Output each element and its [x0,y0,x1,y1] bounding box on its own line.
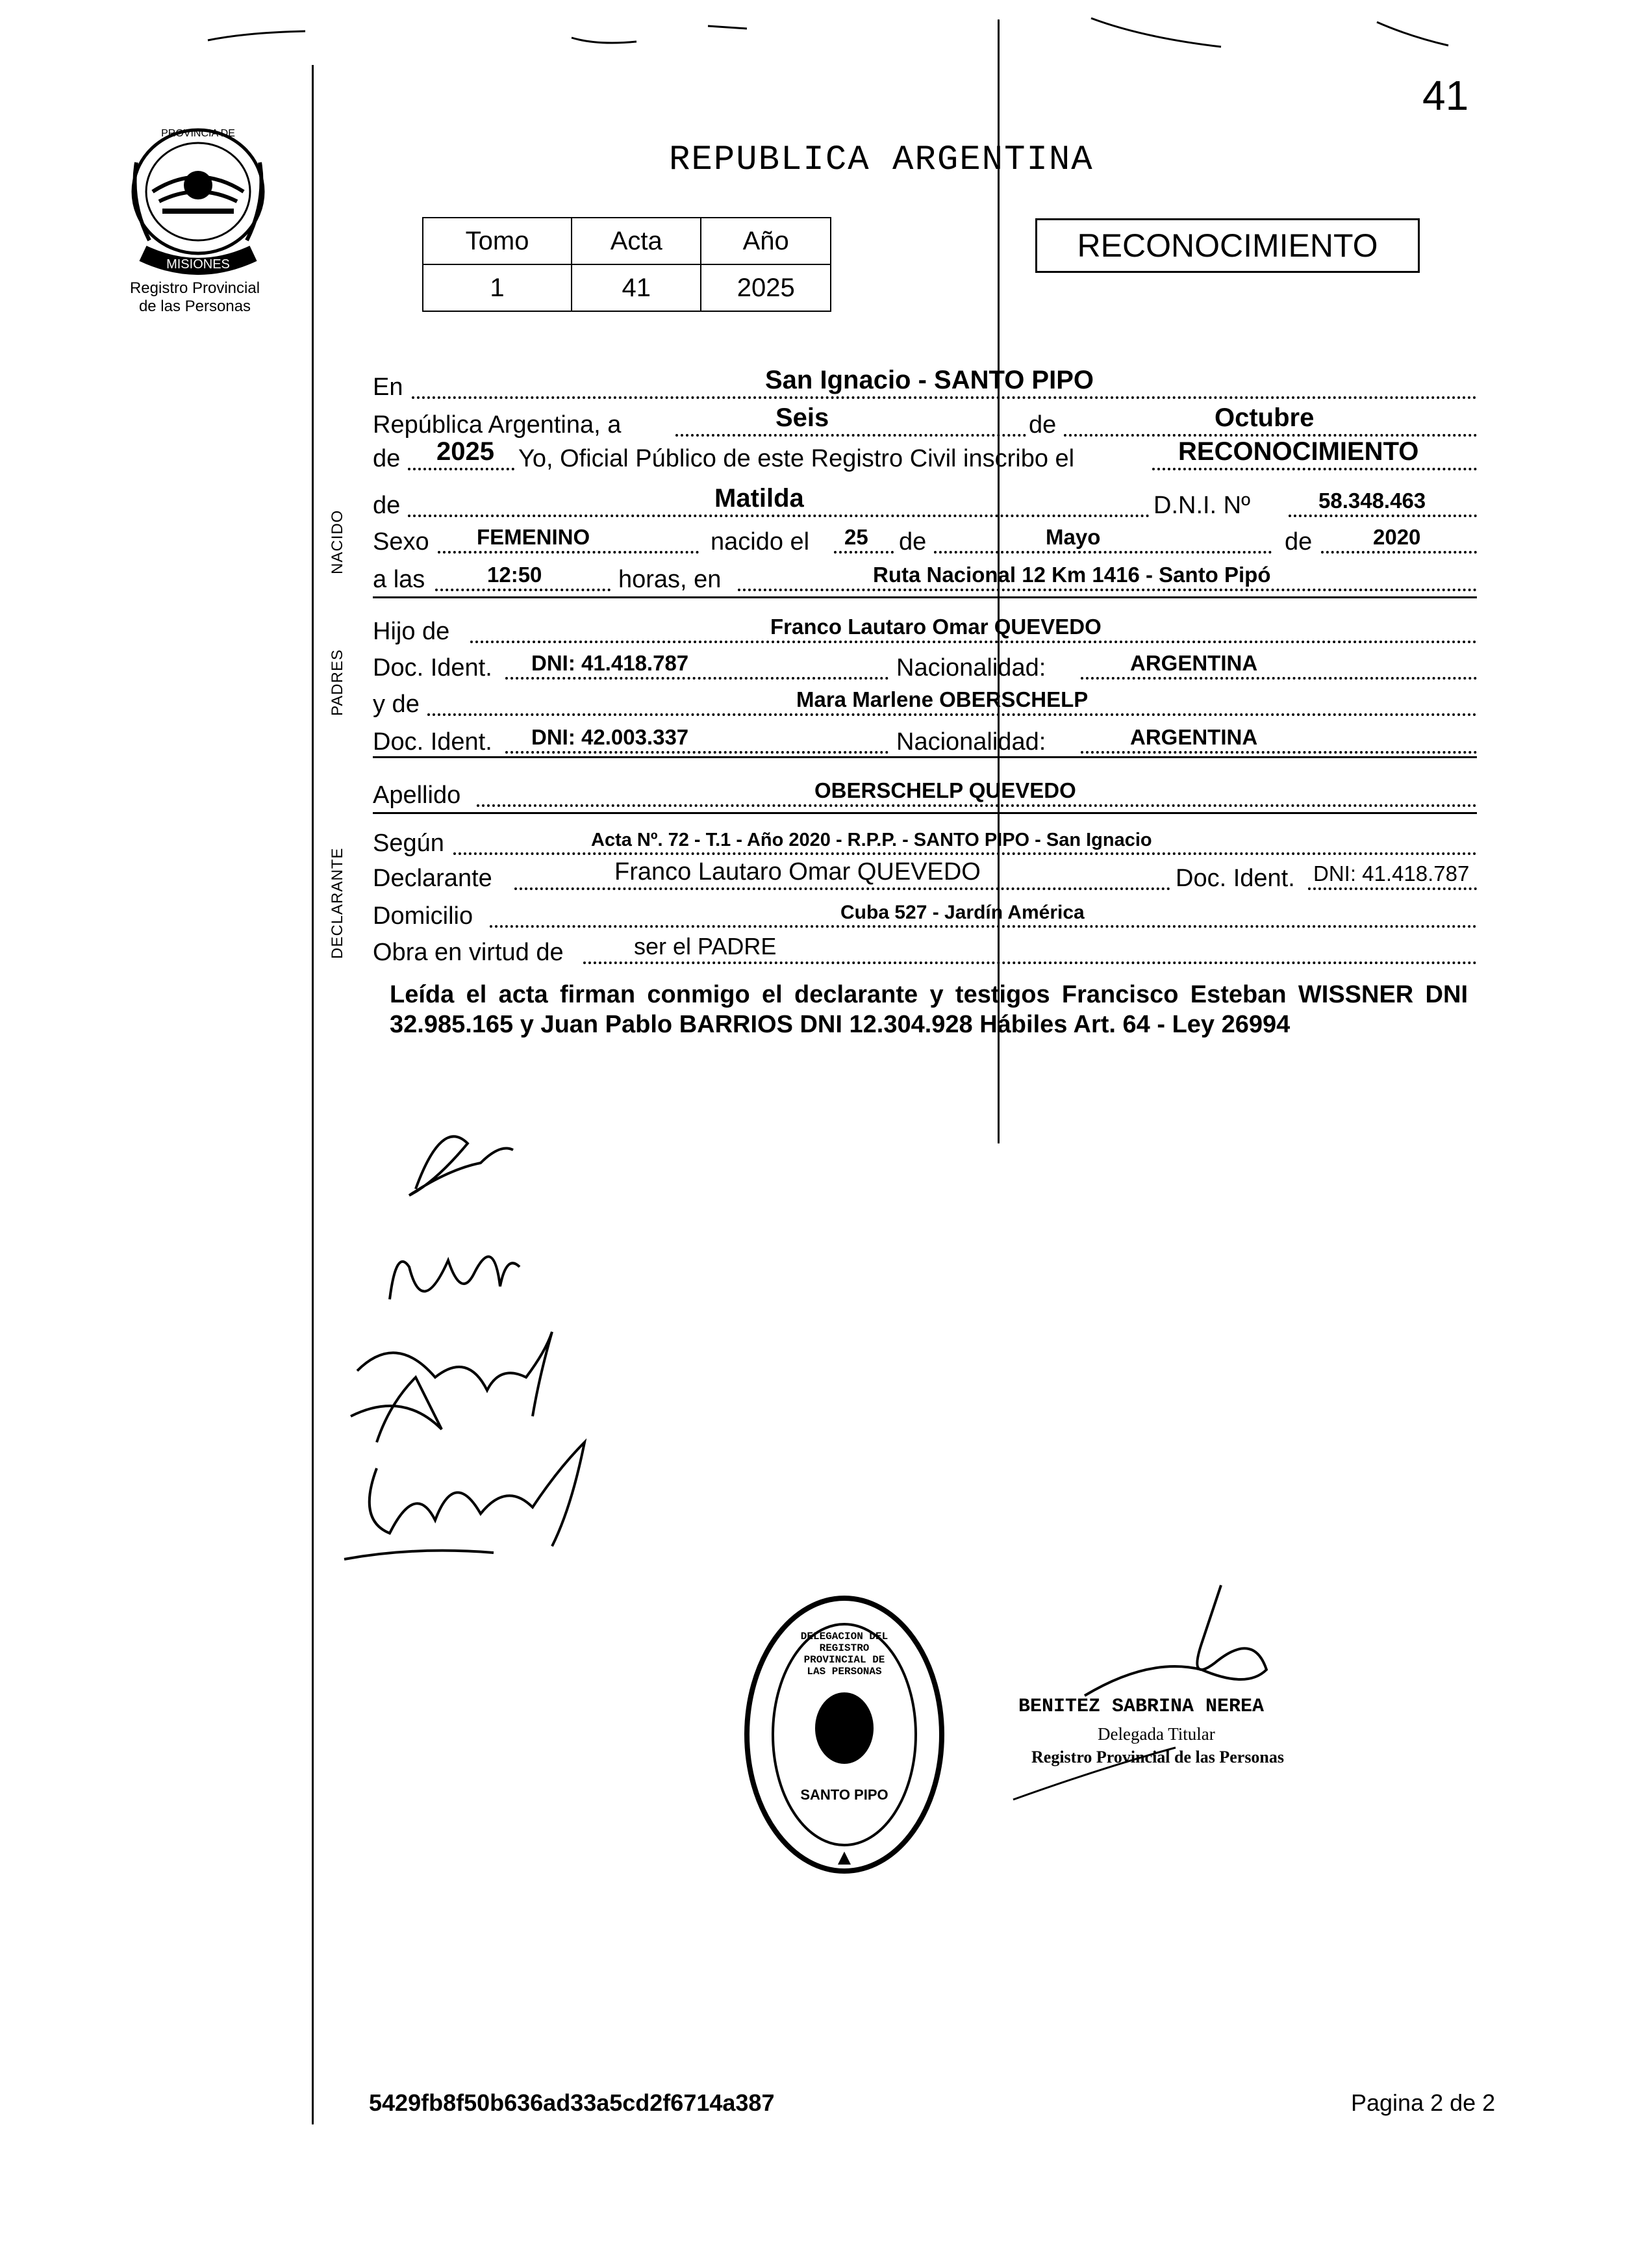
dots [427,713,1477,716]
document-hash: 5429fb8f50b636ad33a5cd2f6714a387 [369,2089,775,2116]
label-de-year: de [1285,528,1313,555]
dots [435,589,611,591]
dots [438,551,699,554]
value-anio: 2025 [436,437,494,466]
table-header-tomo: Tomo [423,218,572,264]
row-sexo [373,520,1477,559]
value-apellido: OBERSCHELP QUEVEDO [814,778,1076,802]
document-title: REPUBLICA ARGENTINA [669,140,1094,180]
dots [934,551,1272,554]
label-doc-ident: Doc. Ident. [1176,865,1295,892]
value-lugar-nac: Ruta Nacional 12 Km 1416 - Santo Pipó [873,563,1271,587]
registry-name-line1: Registro Provincial [129,279,260,297]
table-value-anio: 2025 [701,264,831,311]
table-value-acta: 41 [572,264,701,311]
label-oficial: Yo, Oficial Público de este Registro Civil inscribo el [518,445,1075,472]
dots [453,852,1477,855]
label-de-mes: de [1029,411,1057,439]
signatures-handwritten [338,1104,662,1598]
label-apellido: Apellido [373,782,461,809]
dots [470,641,1477,643]
value-dni: 58.348.463 [1318,489,1426,513]
label-domicilio: Domicilio [373,902,473,930]
table-header-acta: Acta [572,218,701,264]
label-horas-en: horas, en [618,566,722,593]
table-value-tomo: 1 [423,264,572,311]
label-nacionalidad: Nacionalidad: [896,654,1046,682]
value-nac-anio: 2020 [1373,525,1421,549]
dots [834,551,894,554]
page-number: 41 [1422,72,1469,119]
value-nombre: Matilda [714,484,804,513]
official-name: BENITEZ SABRINA NEREA [1018,1696,1265,1718]
dots [408,468,514,470]
label-de-dia: de [899,528,927,555]
closing-text: Leída el acta firman conmigo el declarante y testigos Francisco Esteban WISSNER DNI 32.985.165 y Juan Pablo BARRIOS DNI 12.304.928 Hábiles Art. 64 - Ley 26994 [390,981,1468,1038]
dots [1321,551,1477,554]
registry-name [97,279,292,316]
row-domicilio [373,894,1477,933]
value-declarante-doc: DNI: 41.418.787 [1313,861,1470,886]
side-label-padres: PADRES [329,649,346,716]
label-de-nombre: de [373,492,401,519]
label-hijo-de: Hijo de [373,618,450,645]
label-dni: D.N.I. Nº [1153,492,1250,519]
label-a-las: a las [373,566,425,593]
label-doc-ident: Doc. Ident. [373,654,492,682]
label-y-de: y de [373,691,420,718]
row-padre-doc [373,646,1477,685]
dots [505,751,888,754]
value-hora: 12:50 [487,563,542,587]
section-divider [373,756,1477,758]
dots [1152,468,1477,470]
side-label-nacido: NACIDO [329,509,346,574]
row-padre [373,609,1477,648]
logo-top-text: PROVINCIA DE [161,128,235,139]
dots [477,804,1477,807]
official-office: Registro Provincial de las Personas [1031,1748,1285,1766]
label-segun: Según [373,830,444,857]
row-apellido [373,773,1477,812]
dots [1308,887,1477,890]
registry-logo [123,123,273,279]
label-de-anio: de [373,445,401,472]
label-nacido-el: nacido el [711,528,810,555]
value-dia: Seis [775,403,829,432]
row-obra [373,930,1477,969]
label-obra: Obra en virtud de [373,939,564,966]
value-lugar: San Ignacio - SANTO PIPO [765,366,1094,394]
row-declarante [373,856,1477,895]
section-divider [373,812,1477,814]
dots [1289,515,1477,517]
value-nac-mes: Mayo [1046,525,1101,549]
row-segun [373,821,1477,860]
row-madre [373,682,1477,721]
value-madre-nac: ARGENTINA [1130,725,1258,749]
side-label-declarante: DECLARANTE [329,847,346,959]
value-declarante: Franco Lautaro Omar QUEVEDO [614,858,981,886]
dots [1081,751,1477,754]
row-lugar [373,365,1477,404]
value-obra: ser el PADRE [634,933,777,960]
delegation-stamp [740,1592,948,1878]
row-fecha [373,403,1477,442]
stamp-place: SANTO PIPO [800,1787,888,1803]
value-padre: Franco Lautaro Omar QUEVEDO [770,615,1102,639]
value-segun: Acta Nº. 72 - T.1 - Año 2020 - R.P.P. - SANTO PIPO - San Ignacio [591,830,1152,850]
value-domicilio: Cuba 527 - Jardín América [840,902,1085,923]
value-madre: Mara Marlene OBERSCHELP [796,687,1089,711]
value-padre-nac: ARGENTINA [1130,651,1258,675]
label-nacionalidad: Nacionalidad: [896,728,1046,756]
value-mes: Octubre [1215,403,1315,432]
row-inscripcion [373,437,1477,476]
value-madre-doc: DNI: 42.003.337 [531,725,689,749]
section-divider [373,596,1477,598]
logo-bottom-text: MISIONES [166,257,230,272]
label-declarante: Declarante [373,865,492,892]
dots [583,962,1477,964]
record-table [422,217,831,312]
dots [408,515,1150,517]
value-nac-dia: 25 [844,525,868,549]
scan-marks [0,0,1625,78]
row-nombre [373,483,1477,522]
dots [738,589,1477,591]
left-margin-line [312,65,314,2124]
label-en: En [373,374,403,401]
value-acto: RECONOCIMIENTO [1178,437,1419,466]
row-madre-doc [373,720,1477,759]
label-sexo: Sexo [373,528,429,555]
label-republica: República Argentina, a [373,411,622,439]
label-doc-ident: Doc. Ident. [373,728,492,756]
registry-name-line2: de las Personas [138,298,251,315]
table-header-anio: Año [701,218,831,264]
dots [514,887,1170,890]
dots [490,925,1477,928]
row-hora [373,557,1477,596]
value-sexo: FEMENINO [477,525,590,549]
document-type-box: RECONOCIMIENTO [1035,218,1420,273]
stamp-text: DELEGACION DEL REGISTRO PROVINCIAL DE LAS PERSONAS [800,1631,888,1677]
dots [1081,677,1477,680]
value-padre-doc: DNI: 41.418.787 [531,651,689,675]
dots [412,396,1477,399]
official-role: Delegada Titular [1098,1724,1215,1744]
page-counter: Pagina 2 de 2 [1351,2089,1496,2116]
dots [505,677,888,680]
